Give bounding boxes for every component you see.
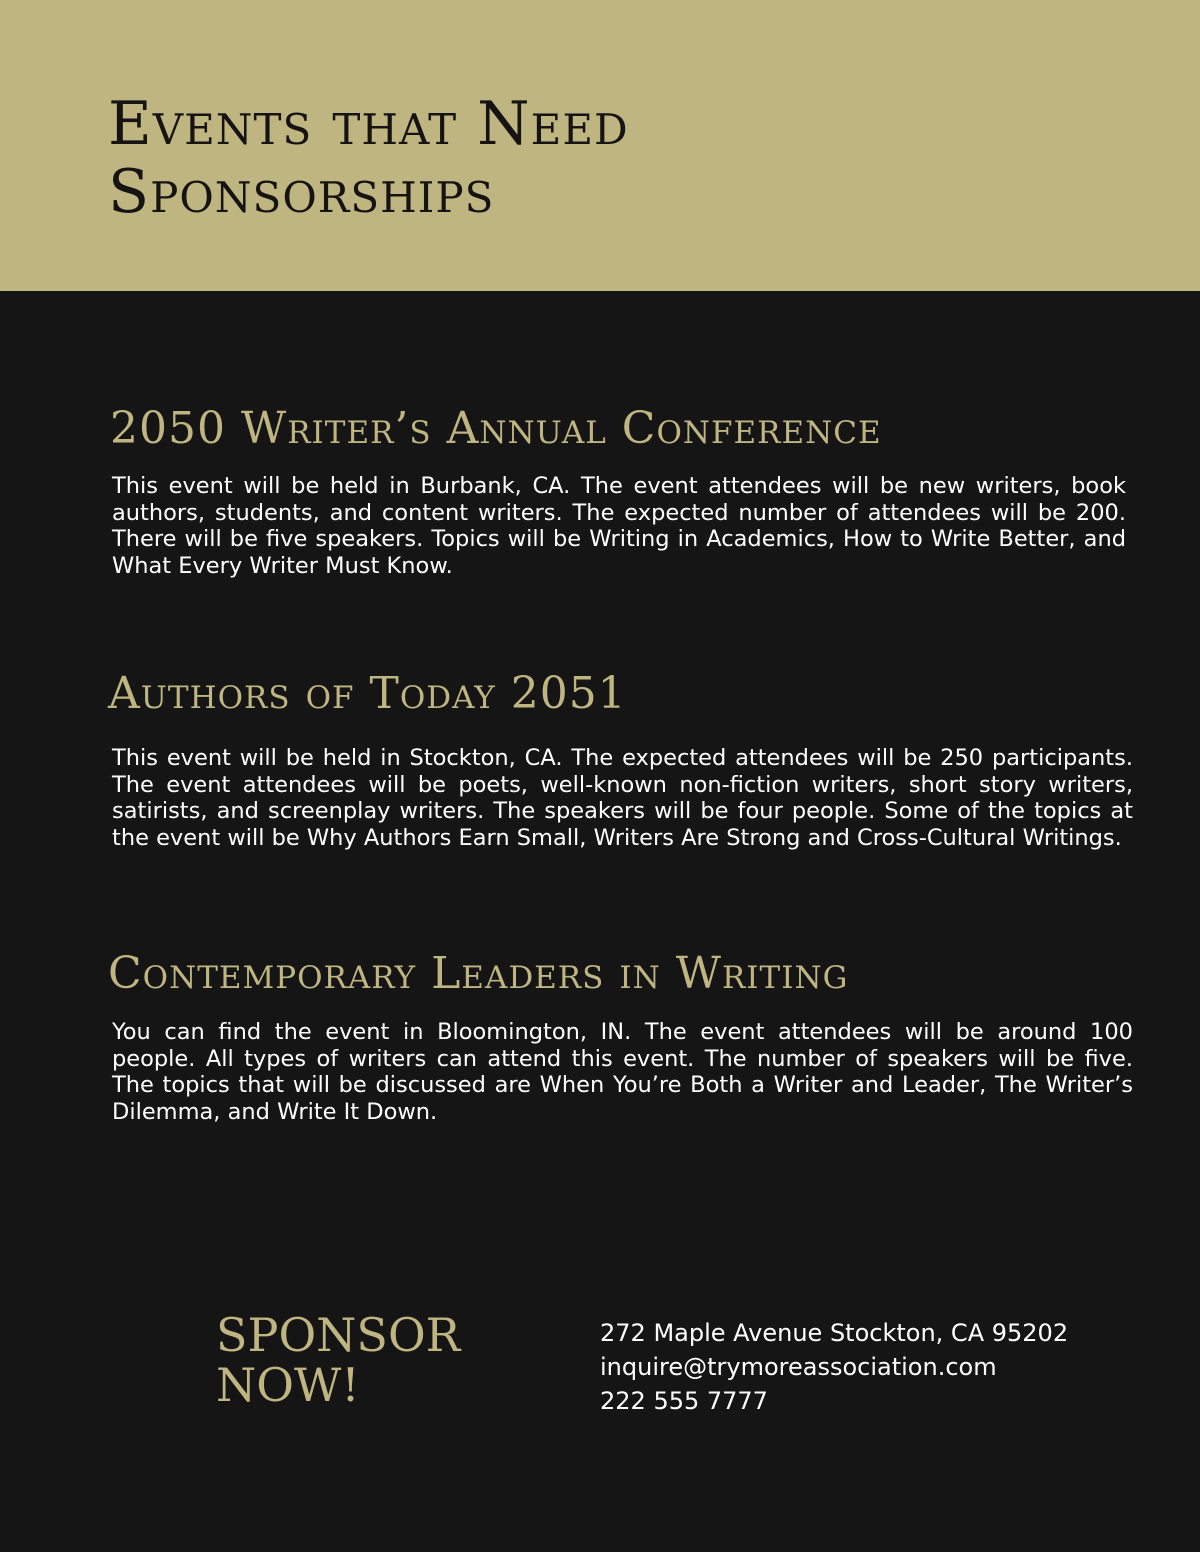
- contact-email[interactable]: inquire@trymoreassociation.com: [600, 1353, 997, 1381]
- sponsor-now-heading: [216, 1310, 460, 1410]
- event-description: This event will be held in Burbank, CA. The event attendees will be new writers, book authors, students, and content writers. The expected number of attendees will be 200. There will be five speakers. Topics will be Writing in Academics, How to Write Better, and What Every Writer Must Know.: [112, 473, 1126, 579]
- contact-phone[interactable]: 222 555 7777: [600, 1387, 768, 1415]
- event-description: This event will be held in Stockton, CA. The expected attendees will be 250 participants. The event attendees will be poets, well-known non-fiction writers, short story writers, satirists, and screenplay writers. The speakers will be four people. Some of the topics at the event will be Why Authors Earn Small, Writers Are Strong and Cross-Cultural Writings.: [112, 745, 1133, 851]
- contact-info: [600, 1316, 1068, 1418]
- page-title: [108, 90, 629, 226]
- page-title-line-1: Events that Need: [108, 89, 629, 159]
- header-banner: [0, 0, 1200, 291]
- page-title-line-2: Sponsorships: [108, 157, 495, 227]
- cta-line-2: NOW!: [216, 1358, 360, 1412]
- event-title: 2050 Writer’s Annual Conference: [110, 403, 882, 454]
- cta-line-1: SPONSOR: [216, 1308, 461, 1362]
- event-title: Authors of Today 2051: [108, 668, 627, 719]
- contact-address: 272 Maple Avenue Stockton, CA 95202: [600, 1319, 1069, 1347]
- event-description: You can find the event in Bloomington, IN. The event attendees will be around 100 people. All types of writers can attend this event. The number of speakers will be five. The topics that will be discussed are When You’re Both a Writer and Leader, The Writer’s Dilemma, and Write It Down.: [112, 1019, 1133, 1125]
- event-title: Contemporary Leaders in Writing: [108, 948, 849, 999]
